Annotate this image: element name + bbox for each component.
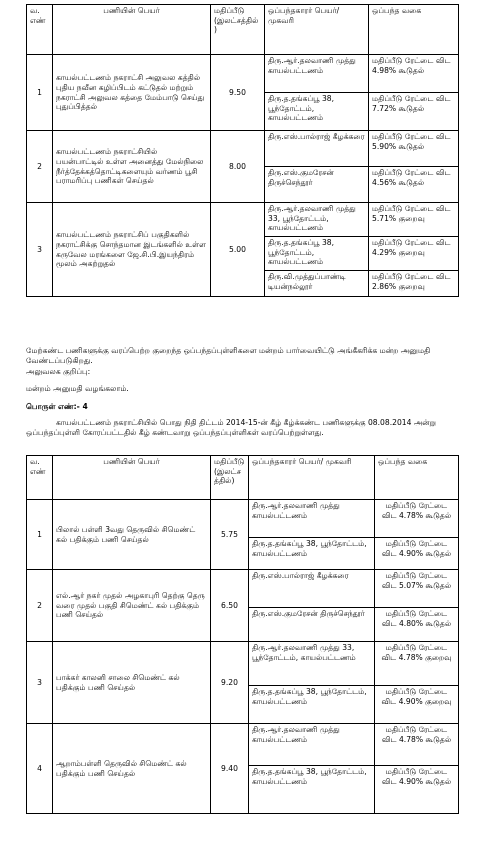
table-row: [27, 500, 459, 538]
table-row: [27, 570, 459, 608]
table-header-row: [27, 456, 459, 500]
bid-type: மதிப்பீடு ரேட்டை விட 7.72% கூடுதல்: [369, 93, 459, 131]
work-name: ஆறாம்பள்ளி தெருவில் சிமெண்ட் கல் பதிக்கும் பணி செய்தல்: [53, 724, 211, 814]
estimate-value: 5.75: [211, 500, 249, 570]
contractor: திரு.த.தங்கப்பூ 38, பூந்தோட்டம், காயல்பட்டணம்: [265, 93, 369, 131]
serial-no: 1: [27, 500, 53, 570]
intro-paragraph: காயல்பட்டணம் நகராட்சியில் பொது நிதி திட்டம் 2014-15-ன் கீழ் கீழ்க்கண்ட பணிகளுக்கு 08.08.2014 அன்று ஒப்பந்தப்புள்ளி கோரப்பட்டதில் கீழ் கண்டவாறு ஒப்பந்தப்புள்ளிகள் வரப்பெற்றுள்ளது.: [26, 418, 437, 437]
serial-no: 1: [27, 55, 53, 131]
contractor: திரு.ஆர்.தலவாணி முத்து 33, பூந்தோட்டம், காயல்பட்டணம்: [265, 203, 369, 237]
bid-type: மதிப்பீடு ரேட்டை விட 5.71% குறைவு: [369, 203, 459, 237]
contractor: திரு.த.தங்கப்பூ 38, பூந்தோட்டம், காயல்பட்டணம்: [249, 538, 375, 570]
office-note-label: அலுவலக குறிப்பு:: [26, 367, 91, 376]
col-header-type: ஒப்பந்த வகை: [375, 456, 459, 500]
bid-type: மதிப்பீடு ரேட்டை விட 4.90% கூடுதல்: [375, 538, 459, 570]
estimate-value: 9.20: [211, 642, 249, 724]
work-name: காயல்பட்டணம் நகராட்சியில் பயன்பாட்டில் உள்ள அனைத்து மேல்நிலை நீர்த்தேக்கத்தொட்டிகளையும் வர்ணம் பூசி பராமரிப்பு பணிகள் செய்தல்: [53, 131, 211, 203]
contractor: திரு.ஆர்.தலவாணி முத்து காயல்பட்டணம்: [249, 724, 375, 766]
work-name: எல்.ஆர் நகர் முதல் அழகாபுரி தெற்கு தெரு வரை முதல் பகுதி சிமெண்ட் கல் பதிக்கும் பணி செய்தல்: [53, 570, 211, 642]
contractor: திரு.த.தங்கப்பூ 38, பூந்தோட்டம், காயல்பட்டணம்: [249, 686, 375, 724]
bid-type: மதிப்பீடு ரேட்டை விட 4.56% கூடுதல்: [369, 167, 459, 203]
table-row: [27, 203, 459, 237]
work-name: காயல்பட்டணம் நகராட்சிப் பகுதிகளில் நகராட்சிக்கு சொந்தமான இடங்களில் உள்ள கருவேல மரங்களை ஜே.சி.பி.இயந்திரம் மூலம் அகற்றுதல்: [53, 203, 211, 297]
bid-type: மதிப்பீடு ரேட்டை விட 4.78% குறைவு: [375, 642, 459, 686]
contractor: திரு.ஆர்.தலவாணி முத்து காயல்பட்டணம்: [249, 500, 375, 538]
serial-no: 2: [27, 570, 53, 642]
contractor: திரு.எஸ்.குமரேசன் திருச்செந்தூர்: [249, 608, 375, 642]
estimate-value: 5.00: [211, 203, 265, 297]
approval-request-note: மேற்கண்ட பணிகளுக்கு வரப்பெற்ற குறைந்த ஒப்பந்தப்புள்ளிகளை மன்றம் பார்வையிட்டு அங்கீகரிக்க மன்ற அனுமதி வேண்டப்படுகிறது.: [26, 346, 431, 365]
table-row: [27, 642, 459, 686]
contractor: திரு.த.தங்கப்பூ 38, பூந்தோட்டம், காயல்பட்டணம்: [265, 237, 369, 271]
work-name: பாக்கர் காலனி சாலை சிமெண்ட் கல் பதிக்கும் பணி செய்தல்: [53, 642, 211, 724]
bid-type: மதிப்பீடு ரேட்டை விட 4.98% கூடுதல்: [369, 55, 459, 93]
work-name: காயல்பட்டணம் நகராட்சி அலுவல கத்தில் புதிய நவீன கழிப்பிடம் கட்டுதல் மற்றும் நகராட்சி அலுவல கத்தை மேம்பாடு செய்து புதுப்பித்தல்: [53, 55, 211, 131]
contractor: திரு.எஸ்.பால்ராஜ் கீழக்கரை: [249, 570, 375, 608]
table-row: [27, 55, 459, 93]
serial-no: 4: [27, 724, 53, 814]
bid-type: மதிப்பீடு ரேட்டை விட 4.78% கூடுதல்: [375, 500, 459, 538]
col-header-work: பணியின் பெயர்: [53, 5, 211, 55]
col-header-estimate: மதிப்பீடு (இலட்சத்தில்): [211, 456, 249, 500]
col-header-serial: வ. எண்: [27, 5, 53, 55]
contractor: திரு.ஆர்.தலவாணி முத்து காயல்பட்டணம்: [265, 55, 369, 93]
contractor: திரு.த.தங்கப்பூ 38, பூந்தோட்டம், காயல்பட்டணம்: [249, 766, 375, 814]
col-header-work: பணியின் பெயர்: [53, 456, 211, 500]
office-note: மன்றம் அனுமதி வழங்கலாம்.: [26, 384, 129, 393]
bid-type: மதிப்பீடு ரேட்டை விட 4.29% குறைவு: [369, 237, 459, 271]
bid-type: மதிப்பீடு ரேட்டை விட 5.07% கூடுதல்: [375, 570, 459, 608]
subject-heading: பொருள் எண்:- 4: [26, 402, 88, 411]
serial-no: 2: [27, 131, 53, 203]
col-header-type: ஒப்பந்த வகை: [369, 5, 459, 55]
tender-table-1: [26, 4, 459, 297]
bid-type: மதிப்பீடு ரேட்டை விட 4.78% கூடுதல்: [375, 724, 459, 766]
serial-no: 3: [27, 642, 53, 724]
estimate-value: 6.50: [211, 570, 249, 642]
table-row: [27, 131, 459, 167]
col-header-contractor: ஒப்பந்தகாரர் பெயர்/ முகவரி: [265, 5, 369, 55]
contractor: திரு.வி.முத்துப்பாண்டி டியன்நல்லூர்: [265, 271, 369, 297]
estimate-value: 9.40: [211, 724, 249, 814]
col-header-estimate: மதிப்பீடு (இலட்சத்தில்): [211, 5, 265, 55]
bid-type: மதிப்பீடு ரேட்டை விட 5.90% கூடுதல்: [369, 131, 459, 167]
estimate-value: 8.00: [211, 131, 265, 203]
col-header-serial: வ. எண்: [27, 456, 53, 500]
col-header-contractor: ஒப்பந்தகாரர் பெயர்/ முகவரி: [249, 456, 375, 500]
estimate-value: 9.50: [211, 55, 265, 131]
contractor: திரு.ஆர்.தலவாணி முத்து 33, பூந்தோட்டம், காயல்பட்டணம்: [249, 642, 375, 686]
work-name: பிலால் பள்ளி 3வது தெருவில் சிமெண்ட் கல் பதிக்கும் பணி செய்தல்: [53, 500, 211, 570]
bid-type: மதிப்பீடு ரேட்டை விட 4.90% கூடுதல்: [375, 766, 459, 814]
bid-type: மதிப்பீடு ரேட்டை விட 4.80% கூடுதல்: [375, 608, 459, 642]
contractor: திரு.எஸ்.குமரேசன் திருச்செந்தூர்: [265, 167, 369, 203]
table-header-row: [27, 5, 459, 55]
contractor: திரு.எஸ்.பால்ராஜ் கீழக்கரை: [265, 131, 369, 167]
serial-no: 3: [27, 203, 53, 297]
bid-type: மதிப்பீடு ரேட்டை விட 2.86% குறைவு: [369, 271, 459, 297]
bid-type: மதிப்பீடு ரேட்டை விட 4.90% குறைவு: [375, 686, 459, 724]
tender-table-2: [26, 455, 459, 814]
table-row: [27, 724, 459, 766]
